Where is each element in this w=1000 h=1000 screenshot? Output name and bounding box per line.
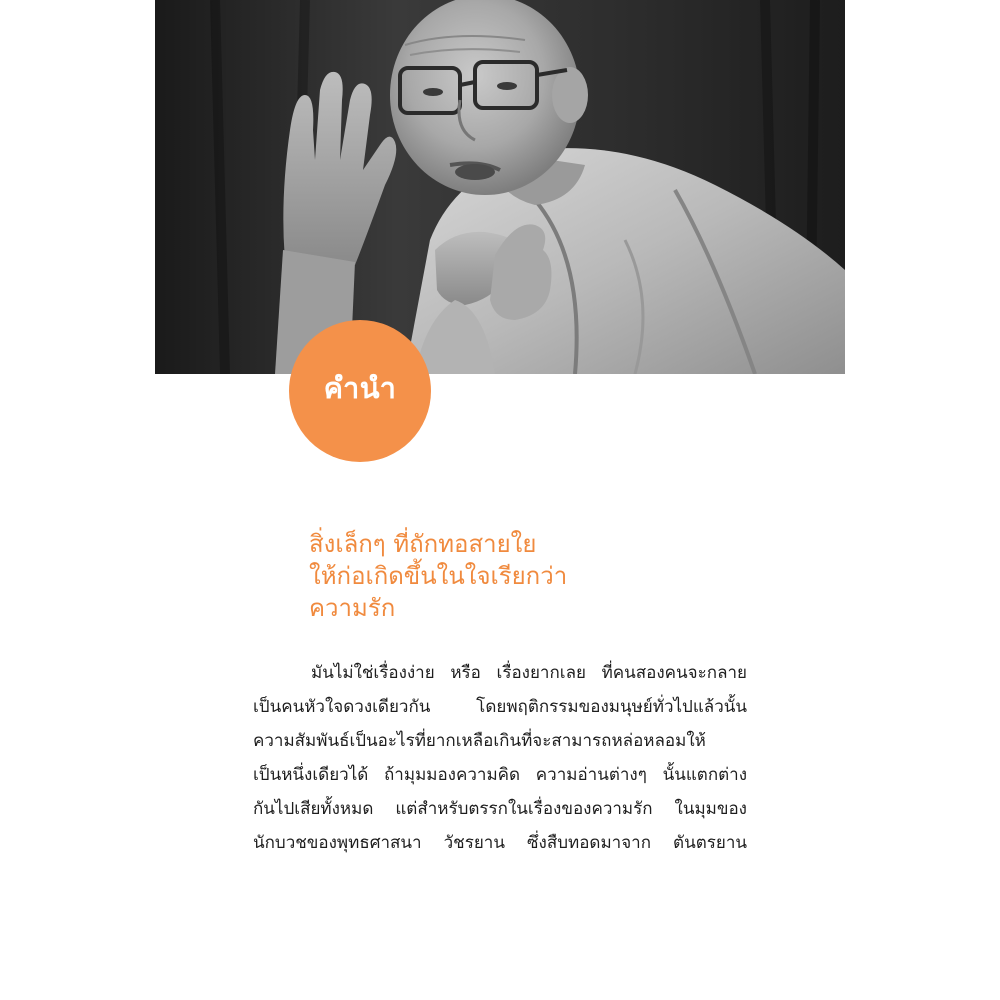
subtitle-line: สิ่งเล็กๆ ที่ถักทอสายใย (309, 530, 537, 558)
monk-portrait-photo (155, 0, 845, 374)
subtitle-line: ให้ก่อเกิดขึ้นในใจเรียกว่า (309, 562, 568, 590)
subtitle-line: ความรัก (309, 594, 396, 622)
paragraph-line: นักบวชของพุทธศาสนา วัชรยาน ซึ่งสืบทอดมาจาก ตันตรยาน (253, 833, 747, 853)
section-title: คำนำ (323, 371, 397, 405)
paragraph-line: มันไม่ใช่เรื่องง่าย หรือ เรื่องยากเลย ที่คนสองคนจะกลาย (311, 663, 747, 683)
paragraph-line: เป็นหนึ่งเดียวได้ ถ้ามุมมองความคิด ความอ่านต่างๆ นั้นแตกต่าง (253, 765, 747, 785)
section-badge (289, 320, 431, 462)
header-photo (155, 0, 845, 374)
paragraph-line: ความสัมพันธ์เป็นอะไรที่ยากเหลือเกินที่จะสามารถหล่อหลอมให้ (253, 731, 706, 751)
paragraph-line: กันไปเสียทั้งหมด แต่สำหรับตรรกในเรื่องของความรัก ในมุมของ (253, 799, 747, 819)
paragraph-line: เป็นคนหัวใจดวงเดียวกัน โดยพฤติกรรมของมนุษย์ทั่วไปแล้วนั้น (253, 697, 747, 717)
body-paragraph (253, 656, 747, 860)
chapter-subtitle (309, 528, 729, 624)
